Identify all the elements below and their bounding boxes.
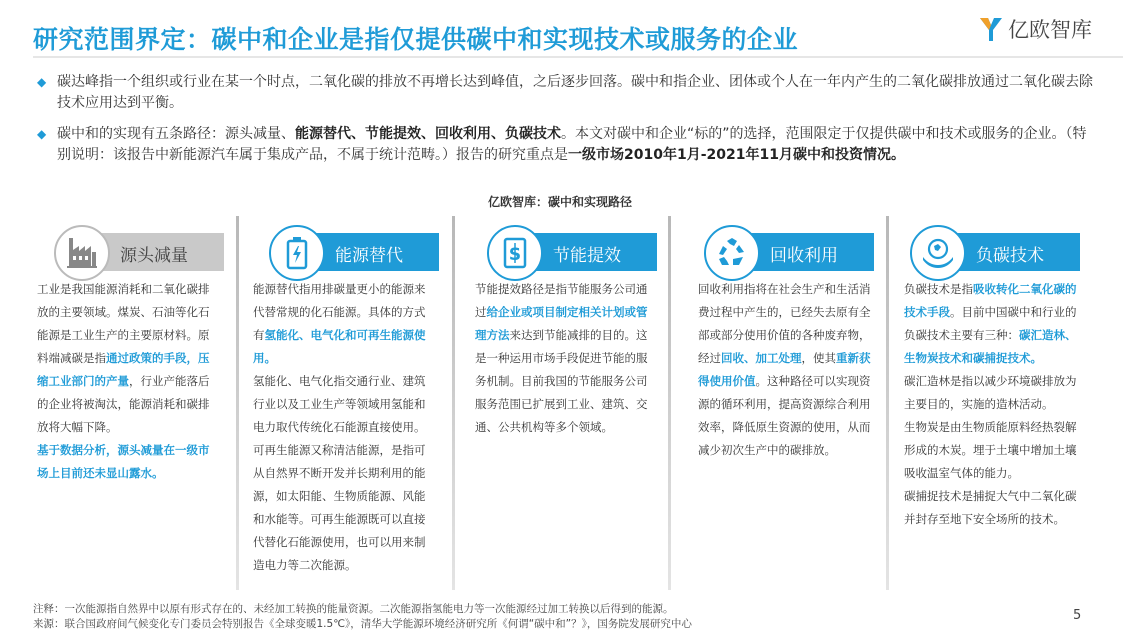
text-run: 可再生能源又称清洁能源，是指可从自然界不断开发并长期利用的能源，如太阳能、生物质能源、风能和水能等。可再生能源既可以直接代替化石能源使用，也可以用来制造电力等二次能源。 [253,443,426,572]
highlight-text: 通过政策的手段，压缩工业部门的产量 [37,351,210,388]
text-run: 。目前中国碳中和行业的负碳技术主要有三种： [904,305,1077,342]
highlight-text: 吸收转化二氧化碳的技术手段 [904,282,1077,319]
column-header [694,221,874,281]
column-text [37,278,215,485]
page-number: 5 [1073,608,1082,623]
icon-circle [269,225,325,281]
text-run: 碳中和的实现有五条路径：源头减量、 [57,126,295,142]
icon-circle [704,225,760,281]
bullet-definition [37,72,1097,114]
column-label: 节能提效 [553,246,621,266]
bold-text: 能源替代、节能提效、回收利用、负碳技术 [295,126,561,142]
column-label: 能源替代 [335,246,403,266]
diagram-title: 亿欧智库：碳中和实现路径 [487,195,632,209]
column-header [44,221,224,281]
column-label: 源头减量 [120,246,188,266]
column-paragraph [37,439,215,485]
icon-circle [54,225,110,281]
column-paragraph [253,439,431,577]
highlight-text: 基于数据分析，源头减量在一级市场上目前还未显山露水。 [37,443,210,480]
earth-hands-icon [921,237,955,269]
column-energy-substitution [253,212,449,592]
highlight-text: 氢能化、电气化和可再生能源使用。 [253,328,426,365]
logo-text: 亿欧智库 [1008,18,1092,42]
column-paragraph [253,278,431,370]
column-text [253,278,431,577]
icon-circle [487,225,543,281]
column-header [477,221,657,281]
column-source-reduction [37,212,234,592]
icon-circle [910,225,966,281]
column-negative-carbon [900,212,1090,592]
column-text [904,278,1086,531]
column-header [900,221,1080,281]
dollar-document-icon [502,237,528,269]
text-run: 。本文对碳中和企业“标的”的选择，范围限定于仅提供碳中和技术或服务的企业。（特别说明：该报告中新能源汽车属于集成产品，不属于统计范畴。）报告的研究重点是 [57,126,1087,163]
highlight-text: 重新获得使用价值 [698,351,871,388]
text-run: 氢能化、电气化指交通行业、建筑行业以及工业生产等领域用氢能和电力取代传统化石能源直接使用。 [253,374,426,434]
text-run: ，行业产能落后的企业将被淘汰，能源消耗和碳排放将大幅下降。 [37,374,210,434]
column-divider [886,216,889,590]
column-divider [236,216,239,590]
text-run: 。这种路径可以实现资源的循环利用，提高资源综合利用效率，降低原生资源的使用，从而减少初次生产中的碳排放。 [698,374,871,457]
bullet-paths [37,124,1097,166]
svg-text:S: S [508,245,522,265]
text-run: 碳达峰指一个组织或行业在某一个时点，二氧化碳的排放不再增长达到峰值，之后逐步回落。碳中和指企业、团体或个人在一年内产生的二氧化碳排放通过二氧化碳去除技术应用达到平衡。 [57,74,1093,111]
brand-logo [978,14,1092,44]
factory-icon [65,238,99,268]
footnote [33,602,692,630]
logo-mark-icon [978,15,1004,43]
column-paragraph [904,485,1086,531]
column-paragraph [904,278,1086,370]
bullet-text [57,124,1097,166]
column-label: 回收利用 [770,246,838,266]
text-run: 碳汇造林是指以减少环境碳排放为主要目的，实施的造林活动。 [904,374,1077,411]
page-title: 研究范围界定：碳中和企业是指仅提供碳中和实现技术或服务的企业 [33,25,799,54]
column-divider [668,216,671,590]
column-divider [452,216,455,590]
column-energy-efficiency [477,212,667,592]
text-run: 能源替代指用排碳量更小的能源来代替常规的化石能源。具体的方式有 [253,282,426,342]
column-paragraph [253,370,431,439]
text-run: 生物炭是由生物质能原料经热裂解形成的木炭。埋于土壤中增加土壤吸收温室气体的能力。 [904,420,1077,480]
column-paragraph [904,416,1086,485]
diamond-bullet-icon: ◆ [37,75,47,89]
text-run: 工业是我国能源消耗和二氧化碳排放的主要领域。煤炭、石油等化石能源是工业生产的主要原材料。原料端减碳是指 [37,282,210,365]
text-run: 回收利用指将在社会生产和生活消费过程中产生的，已经失去原有全部或部分使用价值的各种废弃物，经过 [698,282,871,365]
recycle-icon [715,237,749,269]
bold-text: 一级市场2010年1月-2021年11月碳中和投资情况。 [568,147,905,163]
footnote-source: 来源：联合国政府间气候变化专门委员会特别报告《全球变暖1.5℃》，清华大学能源环境经济研究所《何谓“碳中和”？》，国务院发展研究中心 [33,618,692,630]
column-label: 负碳技术 [976,246,1044,266]
battery-icon [283,236,311,270]
column-paragraph [475,278,653,439]
bullet-text [57,72,1097,114]
column-paragraph [37,278,215,439]
column-header [259,221,439,281]
diamond-bullet-icon: ◆ [37,127,47,141]
column-paragraph [698,278,876,462]
column-text [698,278,876,462]
text-run: 来达到节能减排的目的。这是一种运用市场手段促进节能的服务机制。目前我国的节能服务公司服务范围已扩展到工业、建筑、交通、公共机构等多个领域。 [475,328,648,434]
footnote-note: 注释：一次能源指自然界中以原有形式存在的、未经加工转换的能量资源。二次能源指氢能电力等一次能源经过加工转换以后得到的能源。 [33,603,674,615]
highlight-text: 回收、加工处理 [721,351,802,365]
highlight-text: 给企业或项目制定相关计划或管理方法 [475,305,648,342]
column-text [475,278,653,439]
highlight-text: 碳汇造林、生物炭技术和碳捕捉技术。 [904,328,1077,365]
column-recycling [694,212,884,592]
text-run: 负碳技术是指 [904,282,973,296]
text-run: 碳捕捉技术是捕捉大气中二氧化碳并封存至地下安全场所的技术。 [904,489,1077,526]
column-paragraph [904,370,1086,416]
title-divider [33,56,1123,58]
text-run: ，使其 [801,351,836,365]
text-run: 节能提效路径是指节能服务公司通过 [475,282,648,319]
